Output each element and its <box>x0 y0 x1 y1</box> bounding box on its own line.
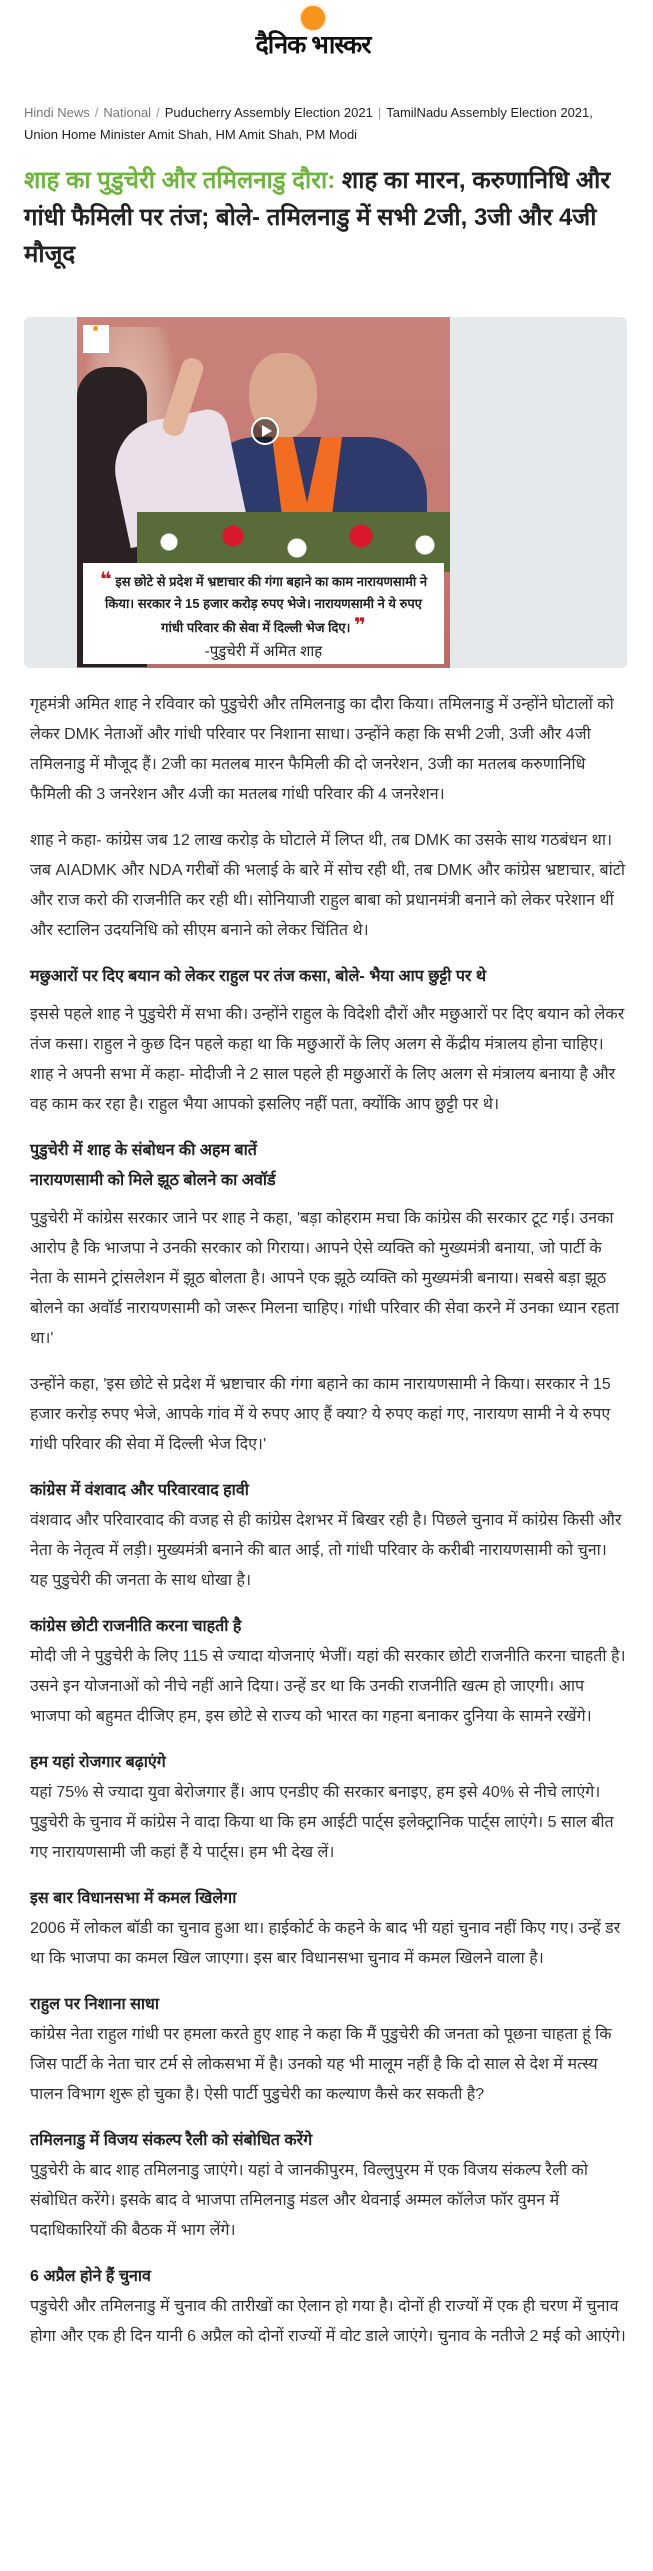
dainik-bhaskar-logo[interactable] <box>238 4 388 68</box>
section-heading: हम यहां रोजगार बढ़ाएंगे <box>30 1754 166 1771</box>
section-heading: 6 अप्रैल होने हैं चुनाव <box>30 2268 151 2285</box>
video-thumbnail[interactable] <box>77 317 450 668</box>
article-paragraph: गृहमंत्री अमित शाह ने रविवार को पुडुचेरी और तमिलनाडु का दौरा किया। तमिलनाडु में उन्होंने घोटालों को लेकर DMK नेताओं और गांधी परिवार पर निशाना साधा। उन्होंने कहा कि सभी 2जी, 3जी और 4जी तमिलनाडु में मौजूद हैं। 2जी का मतलब मारन फैमिली की दो जनरेशन, 3जी का मतलब करुणानिधि फैमिली की 3 जनरेशन और 4जी का मतलब गांधी परिवार की 4 जनरेशन। <box>30 696 614 803</box>
logo-text: दैनिक भास्कर <box>255 31 371 59</box>
quote-text: इस छोटे से प्रदेश में भ्रष्टाचार की गंगा बहाने का काम नारायणसामी ने किया। सरकार ने 15 हजार करोड़ रुपए भेजे। नारायणसामी ने ये रुपए गांधी परिवार की सेवा में दिल्ली भेज दिए। <box>105 574 428 635</box>
section-heading: कांग्रेस में वंशवाद और परिवारवाद हावी <box>30 1482 249 1499</box>
video-player[interactable] <box>24 317 627 668</box>
breadcrumb-separator: | <box>377 105 382 120</box>
breadcrumb-separator: / <box>94 105 99 120</box>
article-paragraph: पुडुचेरी में कांग्रेस सरकार जाने पर शाह ने कहा, 'बड़ा कोहराम मचा कि कांग्रेस की सरकार टूट गई। उनका आरोप है कि भाजपा ने उनकी सरकार को गिराया। आपने ऐसे व्यक्ति को मुख्यमंत्री बनाया, जो पार्टी के नेता के सामने ट्रांसलेशन में झूठ बोलता है। आपने एक झूठे व्यक्ति को मुख्यमंत्री बनाया। सबसे बड़ा झूठ बोलने का अवॉर्ड नारायणसामी को जरूर मिलना चाहिए। गांधी परिवार की सेवा करने में उनका ध्यान रहता था।' <box>30 1210 620 1347</box>
play-icon[interactable] <box>251 417 279 445</box>
article-paragraph: पुडुचेरी के बाद शाह तमिलनाडु जाएंगे। यहां वे जानकीपुरम, विल्लुपुरम में एक विजय संकल्प रैली को संबोधित करेंगे। इसके बाद वे भाजपा तमिलनाडु मंडल और थेवनाई अम्मल कॉलेज फॉर वुमन में पदाधिकारियों की बैठक में भाग लेंगे। <box>30 2162 588 2239</box>
article-paragraph: इससे पहले शाह ने पुडुचेरी में सभा की। उन्होंने राहुल के विदेशी दौरों और मछुआरों पर दिए बयान को लेकर तंज कसा। राहुल ने कुछ दिन पहले कहा था कि मछुआरों के लिए अलग से केंद्रीय मंत्रालय होना चाहिए। शाह ने अपनी सभा में कहा- मोदीजी ने 2 साल पहले ही मछुआरों के लिए अलग से मंत्रालय बनाया है और वह काम कर रहा है। राहुल भैया आपको इसलिए नहीं पता, क्योंकि आप छुट्टी पर थे। <box>30 1006 625 1113</box>
close-quote-icon: ❞ <box>354 615 366 637</box>
section-heading: तमिलनाडु में विजय संकल्प रैली को संबोधित करेंगे <box>30 2132 313 2149</box>
breadcrumb-separator: / <box>156 105 160 120</box>
page-title <box>24 162 629 273</box>
watermark-logo <box>83 325 109 353</box>
article-paragraph: यहां 75% से ज्यादा युवा बेरोजगार हैं। आप एनडीए की सरकार बनाइए, हम इसे 40% से नीचे लाएंगे। पुडुचेरी के चुनाव में कांग्रेस ने वादा किया था कि हम आईटी पार्ट्स इलेक्ट्रानिक पार्ट्स लाएंगे। 5 साल बीत गए नारायणसामी जी कहां हैं ये पार्ट्स। हम भी देख लें। <box>30 1784 614 1861</box>
section-heading: कांग्रेस छोटी राजनीति करना चाहती है <box>30 1618 242 1635</box>
article-paragraph: शाह ने कहा- कांग्रेस जब 12 लाख करोड़ के घोटाले में लिप्त थी, तब DMK का उसके साथ गठबंधन था। जब AIADMK और NDA गरीबों की भलाई के बारे में सोच रही थी, तब DMK और कांग्रेस भ्रष्टाचार, बांटो और राज करो की राजनीति कर रही थी। सोनियाजी राहुल बाबा को प्रधानमंत्री बनाने को लेकर परेशान थीं और स्टालिन उदयनिधि को सीएम बनाने को लेकर चिंतित थे। <box>30 832 625 939</box>
section-heading: इस बार विधानसभा में कमल खिलेगा <box>30 1890 237 1907</box>
article-paragraph: वंशवाद और परिवारवाद की वजह से ही कांग्रेस देशभर में बिखर रही है। पिछले चुनाव में कांग्रेस किसी और नेता के नेतृत्व में लड़ी। मुख्यमंत्री बनाने की बात आई, तो गांधी परिवार के करीबी नारायणसामी को चुना। यह पुडुचेरी की जनता के साथ धोखा है। <box>30 1512 622 1589</box>
article-paragraph: उन्होंने कहा, 'इस छोटे से प्रदेश में भ्रष्टाचार की गंगा बहाने का काम नारायणसामी ने किया। सरकार ने 15 हजार करोड़ रुपए भेजे, आपके गांव में ये रुपए आए हैं क्या? ये रुपए कहां गए, नारायण सामी ने ये रुपए गांधी परिवार की सेवा में दिल्ली भेज दिए।' <box>30 1376 611 1453</box>
sun-logo-icon <box>301 6 325 30</box>
breadcrumb <box>24 102 629 146</box>
breadcrumb-hindi-news[interactable]: Hindi News <box>24 105 90 120</box>
breadcrumb-tags: TamilNadu Assembly Election 2021, Union Home Minister Amit Shah, HM Amit Shah, PM Modi <box>24 105 593 142</box>
site-header <box>0 0 653 80</box>
article-paragraph: कांग्रेस नेता राहुल गांधी पर हमला करते हुए शाह ने कहा कि मैं पुडुचेरी की जनता को पूछना चाहता हूं कि जिस पार्टी के नेता चार टर्म से लोकसभा में है। उनको यह भी मालूम नहीं है कि दो साल से देश में मत्स्य पालन विभाग शुरू हो चुका है। ऐसी पार्टी पुडुचेरी का कल्याण कैसे कर सकती है? <box>30 2026 612 2103</box>
article-paragraph: 2006 में लोकल बॉडी का चुनाव हुआ था। हाईकोर्ट के कहने के बाद भी यहां चुनाव नहीं किए गए। उन्हें डर था कि भाजपा का कमल खिल जाएगा। इस बार विधानसभा चुनाव में कमल खिलने वाला है। <box>30 1920 621 1967</box>
section-heading: पुडुचेरी में शाह के संबोधन की अहम बातें <box>30 1142 257 1159</box>
headline-text: शाह का मारन, करुणानिधि और गांधी फैमिली पर तंज; बोले- तमिलनाडु में सभी 2जी, 3जी और 4जी मौजूद <box>24 167 611 268</box>
quote-attribution: -पुडुचेरी में अमित शाह <box>204 643 323 660</box>
breadcrumb-puducherry-election: Puducherry Assembly Election 2021 <box>164 105 373 120</box>
section-heading: राहुल पर निशाना साधा <box>30 1996 160 2013</box>
open-quote-icon: ❝ <box>99 569 112 591</box>
headline-kicker: शाह का पुडुचेरी और तमिलनाडु दौरा: <box>24 167 336 194</box>
section-heading: नारायणसामी को मिले झूठ बोलने का अवॉर्ड <box>30 1172 276 1189</box>
section-heading: मछुआरों पर दिए बयान को लेकर राहुल पर तंज कसा, बोले- भैया आप छुट्टी पर थे <box>30 968 487 985</box>
article-paragraph: पडुचेरी और तमिलनाडु में चुनाव की तारीखों का ऐलान हो गया है। दोनों ही राज्यों में एक ही चरण में चुनाव होगा और एक ही दिन यानी 6 अप्रैल को दोनों राज्यों में वोट डाले जाएंगे। चुनाव के नतीजे 2 मई को आएंगे। <box>30 2298 626 2345</box>
quote-card <box>83 563 444 664</box>
article-body <box>30 690 627 2352</box>
article-paragraph: मोदी जी ने पुडुचेरी के लिए 115 से ज्यादा योजनाएं भेजीं। यहां की सरकार छोटी राजनीति करना चाहती है। उसने इन योजनाओं को नीचे नहीं आने दिया। उन्हें डर था कि उनकी राजनीति खत्म हो जाएगी। आप भाजपा को बहुमत दीजिए हम, इस छोटे से राज्य को भारत का गहना बनाकर दुनिया के सामने रखेंगे। <box>30 1648 626 1725</box>
breadcrumb-national[interactable]: National <box>103 105 152 120</box>
